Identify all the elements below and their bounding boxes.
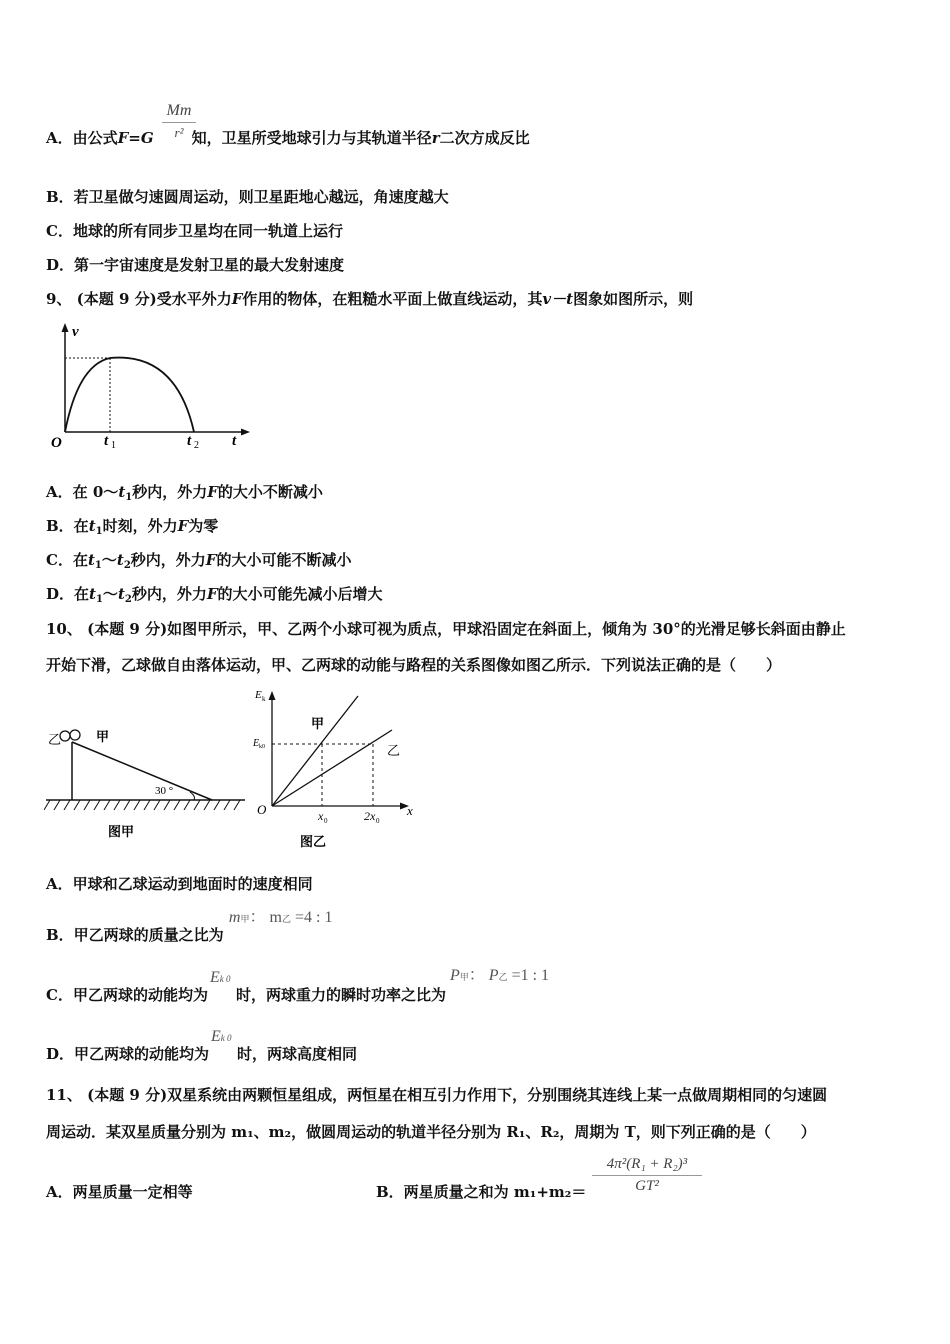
q10-stem-line1: 10、 (本题 9 分)如图甲所示，甲、乙两个小球可视为质点，甲球沿固定在斜面上，倾角为 30°的光滑足够长斜面由静止 [46,620,846,638]
q11-option-b: B．两星质量之和为 m₁+m₂＝ [376,1183,587,1201]
q9-option-c: C．在$t_1\sim t_2$秒内，外力F的大小可能不断减小 [46,551,352,571]
q8-option-b: B．若卫星做匀速圆周运动，则卫星距地心越远，角速度越大 [46,188,449,206]
t1-label: t [104,433,109,449]
ek0-label: E [253,738,260,749]
q11-option-a: A．两星质量一定相等 [46,1183,193,1201]
figure-jia-caption: 图甲 [108,824,135,839]
q11-option-b-fraction: 4π²(R₁ + R₂)³ GT² [592,1156,702,1195]
ball-jia-label: 甲 [96,729,110,744]
q10-stem-line2: 开始下滑，乙球做自由落体运动，甲、乙两球的动能与路程的关系图像如图乙所示．下列说法正确的是（ ） [46,656,782,674]
angle-label: 30 ° [155,785,174,797]
q8-option-a: A．由公式F=G 知，卫星所受地球引力与其轨道半径r二次方成反比 [46,129,530,147]
ball-yi-label: 乙 [48,732,62,747]
q10-figure-yi [252,686,422,854]
t-axis-label: t [232,433,237,449]
origin-label: O [51,435,62,451]
ek-axis-subscript: k [262,695,266,703]
ek0-subscript: k0 [259,744,265,750]
q9-option-d: D．在$t_1\sim t_2$秒内，外力F的大小可能先减小后增大 [46,585,383,605]
ek-axis-label: E [255,689,262,701]
q9-option-a: A．在 $0\sim t_1$秒内，外力F的大小不断减小 [46,483,323,503]
q10-option-b: B．甲乙两球的质量之比为 m甲： m乙 =4 : 1 [46,909,333,944]
v-axis-label: v [72,324,79,340]
q9-option-b: B．在$t_1$时刻，外力F为零 [46,517,219,537]
q10-figure-jia [44,720,248,842]
2x0-label: 2x [364,809,376,823]
q9-vt-graph [46,320,256,455]
q10-option-a: A．甲球和乙球运动到地面时的速度相同 [46,875,313,893]
q10-option-d: D．甲乙两球的动能均为 Ek 0 时，两球高度相同 [46,1028,358,1063]
t2-label: t [187,433,192,449]
q9-stem: 9、 (本题 9 分)受水平外力F作用的物体，在粗糙水平面上做直线运动，其v－t图象如图所示，则 [46,290,694,308]
figure-yi-caption: 图乙 [300,834,327,849]
line-jia-label: 甲 [311,716,325,731]
q8-option-c: C．地球的所有同步卫星均在同一轨道上运行 [46,222,343,240]
q8-option-d: D．第一宇宙速度是发射卫星的最大发射速度 [46,256,345,274]
x-axis-label: x [407,803,413,818]
x0-subscript: 0 [324,817,328,825]
q11-stem-line2: 周运动．某双星质量分别为 m₁、m₂，做圆周运动的轨道半径分别为 R₁、R₂，周期为 T，则下列正确的是（ ） [46,1123,816,1141]
x0-label: x [318,809,324,823]
origin-label: O [257,802,267,817]
q11-stem-line1: 11、 (本题 9 分)双星系统由两颗恒星组成，两恒星在相互引力作用下，分别围绕其连线上某一点做周期相同的匀速圆 [46,1086,828,1104]
2x0-subscript: 0 [376,817,380,825]
t2-subscript: 2 [194,440,199,451]
q10-option-c: C．甲乙两球的动能均为 Ek 0 时，两球重力的瞬时功率之比为 P甲： P乙 =1 : 1 [46,967,550,1004]
line-yi-label: 乙 [387,743,401,758]
t1-subscript: 1 [111,440,116,451]
q8-formula-fraction: Mm r² [162,102,196,141]
